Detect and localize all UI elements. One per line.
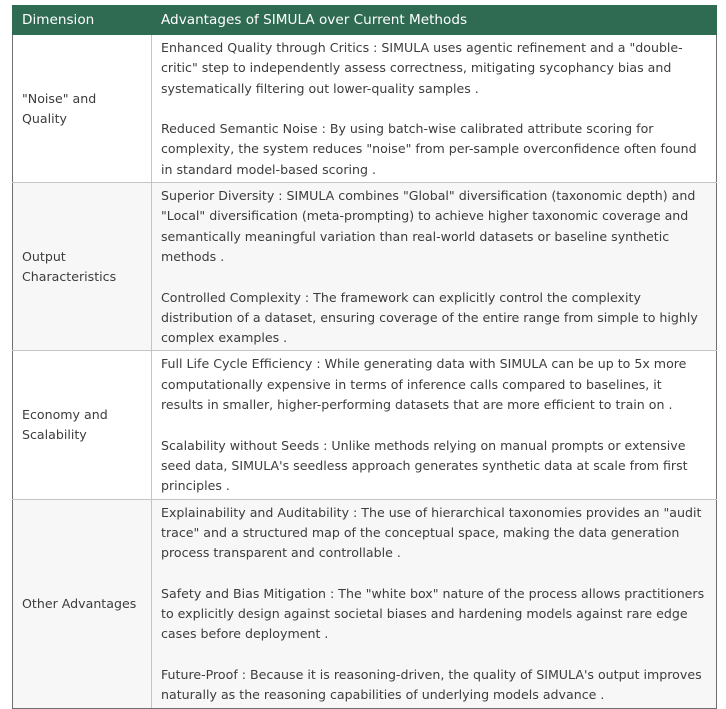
header-row	[13, 6, 717, 35]
advantage-item: Future-Proof : Because it is reasoning-driven, the quality of SIMULA's output improves naturally as the reasoning capabilities of underlying models advance .	[161, 666, 702, 703]
dimension-cell: "Noise" and Quality	[13, 35, 152, 183]
header-dimension: Dimension	[13, 6, 152, 35]
dimension-cell: Output Characteristics	[13, 183, 152, 351]
table-row	[13, 35, 717, 183]
advantages-cell	[152, 183, 717, 351]
advantage-item: Full Life Cycle Efficiency : While generating data with SIMULA can be up to 5x more computationally expensive in terms of inference calls compared to baselines, it results in smaller, higher-performing datasets that are more efficient to train on .	[161, 356, 687, 413]
table-row	[13, 351, 717, 499]
advantages-cell	[152, 499, 717, 708]
advantage-item: Reduced Semantic Noise : By using batch-wise calibrated attribute scoring for complexity, the system reduces "noise" from per-sample overconfidence often found in standard model-based scoring .	[161, 121, 697, 177]
advantage-item: Safety and Bias Mitigation : The "white box" nature of the process allows practitioners to explicitly design against societal biases and hardening models against rare edge cases before deployment .	[161, 585, 705, 642]
comparison-table	[12, 5, 717, 709]
advantage-item: Controlled Complexity : The framework can explicitly control the complexity distribution of a dataset, ensuring coverage of the entire range from simple to highly complex examples .	[161, 289, 698, 346]
advantage-item: Superior Diversity : SIMULA combines "Global" diversification (taxonomic depth) and "Local" diversification (meta-prompting) to achieve higher taxonomic coverage and semantically meaningful variation than real-world datasets or baseline synthetic methods .	[161, 188, 696, 264]
table-row	[13, 499, 717, 708]
advantage-item: Explainability and Auditability : The use of hierarchical taxonomies provides an "audit trace" and a structured map of the conceptual space, making the data generation process transparent and controllable .	[161, 504, 702, 561]
advantages-cell	[152, 351, 717, 499]
dimension-cell: Other Advantages	[13, 499, 152, 708]
advantages-cell	[152, 35, 717, 183]
advantage-item: Scalability without Seeds : Unlike methods relying on manual prompts or extensive seed data, SIMULA's seedless approach generates synthetic data at scale from first principles .	[161, 437, 688, 494]
table-row	[13, 183, 717, 351]
header-advantages: Advantages of SIMULA over Current Methods	[152, 6, 717, 35]
advantage-item: Enhanced Quality through Critics : SIMULA uses agentic refinement and a "double-critic" step to independently assess correctness, mitigating sycophancy bias and systematically filtering out lower-quality samples .	[161, 40, 683, 96]
dimension-cell: Economy and Scalability	[13, 351, 152, 499]
